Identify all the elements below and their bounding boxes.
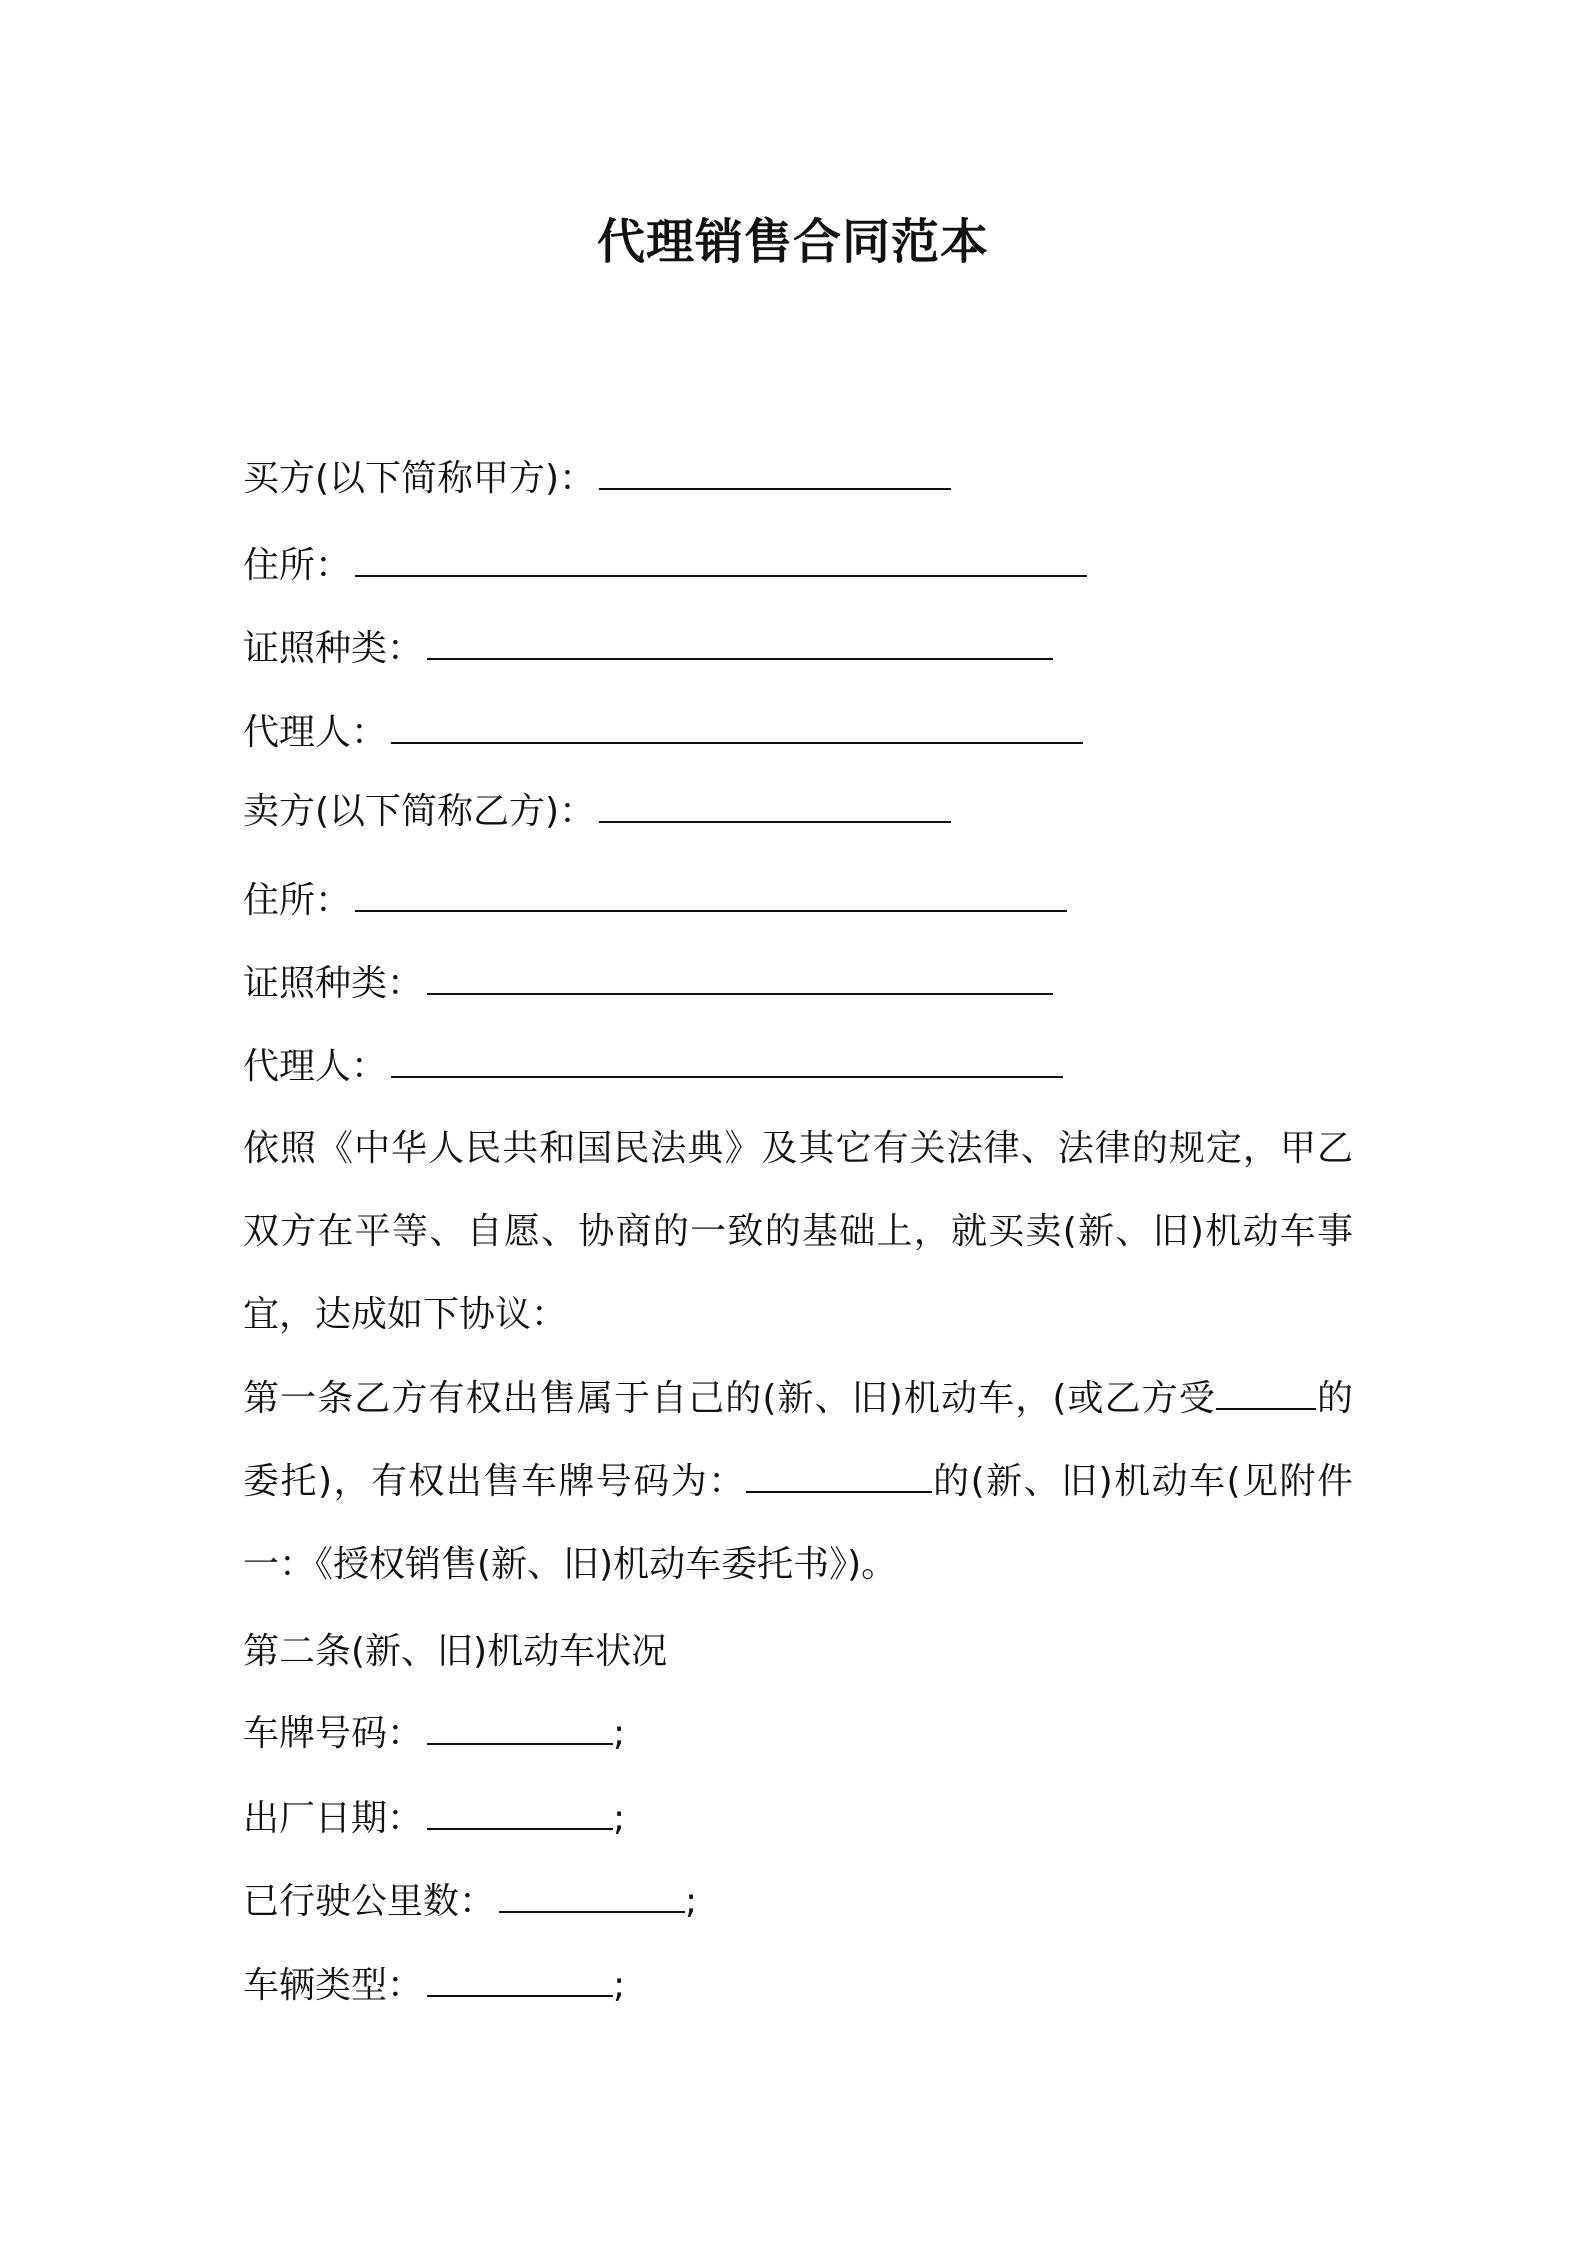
mileage-label: 已行驶公里数：: [243, 1881, 496, 1922]
seller-id-type-label: 证照种类：: [243, 963, 424, 1004]
factory-date-end: ;: [613, 1798, 626, 1839]
factory-date-line: [243, 1795, 625, 1843]
buyer-agent-blank: [391, 712, 1083, 744]
factory-date-blank: [427, 1798, 613, 1830]
plate-number-line: [243, 1710, 625, 1758]
buyer-residence-label: 住所：: [243, 545, 352, 586]
article1-text-2: 的委托)，有权出售车牌号码为：: [243, 1378, 1353, 1502]
buyer-residence-blank: [355, 545, 1087, 577]
buyer-heading-line: [243, 455, 951, 503]
buyer-id-type-label: 证照种类：: [243, 628, 424, 669]
plate-number-blank: [427, 1713, 613, 1745]
vehicle-type-line: [243, 1962, 625, 2010]
plate-number-end: ;: [613, 1713, 626, 1754]
seller-residence-blank: [355, 880, 1067, 912]
seller-agent-line: [243, 1043, 1063, 1091]
seller-agent-label: 代理人：: [243, 1046, 388, 1087]
seller-heading-line: [243, 788, 951, 836]
plate-number-label: 车牌号码：: [243, 1713, 424, 1754]
mileage-line: [243, 1878, 697, 1926]
article1-principal-blank: [1216, 1378, 1316, 1410]
article1-paragraph: [243, 1357, 1353, 1606]
buyer-heading: 买方(以下简称甲方)：: [243, 458, 596, 499]
vehicle-type-end: ;: [613, 1965, 626, 2006]
seller-residence-line: [243, 877, 1067, 925]
buyer-agent-line: [243, 709, 1083, 757]
mileage-blank: [499, 1881, 685, 1913]
article1-plate-blank: [746, 1461, 932, 1493]
factory-date-label: 出厂日期：: [243, 1798, 424, 1839]
mileage-end: ;: [685, 1881, 698, 1922]
preamble-paragraph: 依照《中华人民共和国民法典》及其它有关法律、法律的规定，甲乙双方在平等、自愿、协商的一致的基础上，就买卖(新、旧)机动车事宜，达成如下协议：: [243, 1128, 1353, 1335]
seller-id-type-blank: [427, 963, 1053, 995]
document-title: 代理销售合同范本: [596, 214, 989, 270]
seller-heading: 卖方(以下简称乙方)：: [243, 791, 596, 832]
article1-text-3: 的(新、旧)机动车(见附件一：《授权销售(新、旧)机动车委托书》)。: [243, 1461, 1354, 1585]
buyer-residence-line: [243, 542, 1087, 590]
buyer-name-blank: [599, 458, 951, 490]
seller-agent-blank: [391, 1046, 1063, 1078]
vehicle-type-label: 车辆类型：: [243, 1965, 424, 2006]
article2-heading: 第二条(新、旧)机动车状况: [243, 1631, 668, 1672]
seller-residence-label: 住所：: [243, 880, 352, 921]
buyer-agent-label: 代理人：: [243, 712, 388, 753]
buyer-id-type-line: [243, 625, 1053, 673]
article1-text-1: 第一条乙方有权出售属于自己的(新、旧)机动车，(或乙方受: [243, 1378, 1216, 1419]
vehicle-type-blank: [427, 1965, 613, 1997]
seller-id-type-line: [243, 960, 1053, 1008]
seller-name-blank: [599, 791, 951, 823]
buyer-id-type-blank: [427, 628, 1053, 660]
